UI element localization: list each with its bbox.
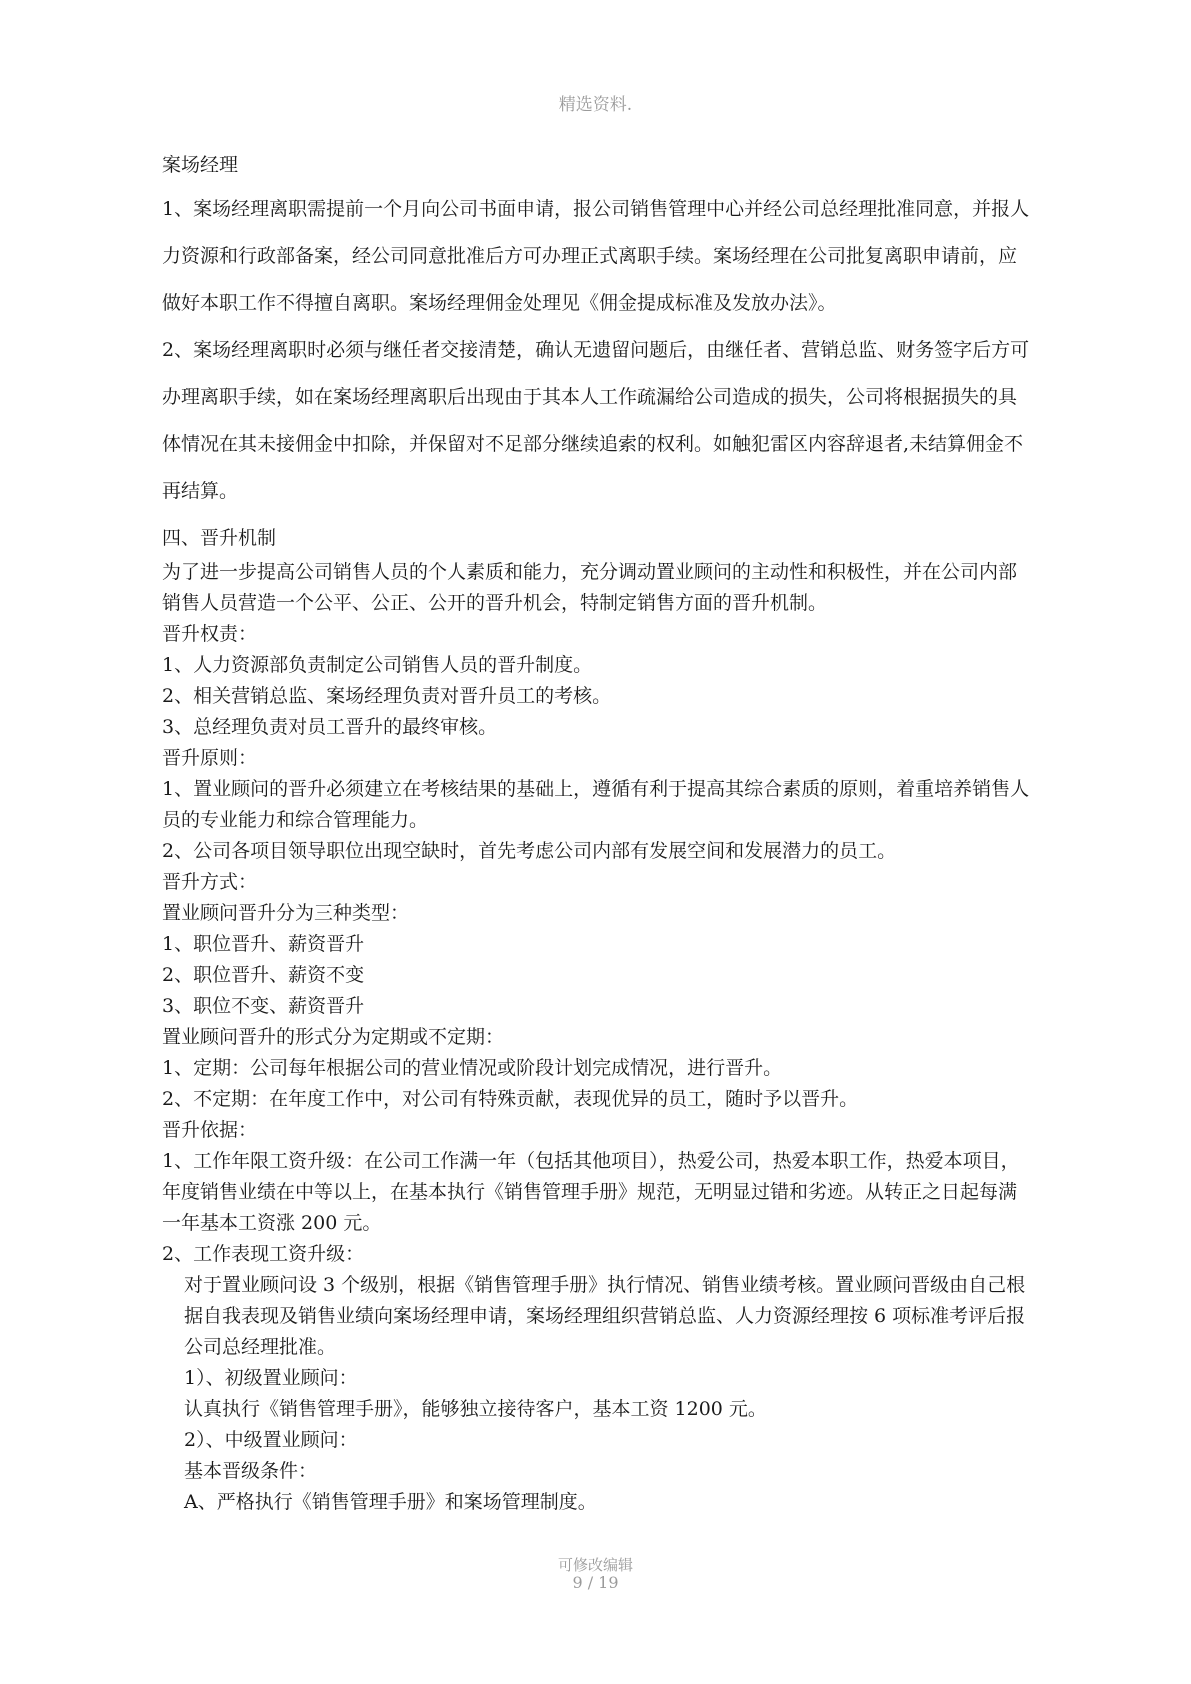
subheading: 1）、初级置业顾问： xyxy=(184,1367,358,1389)
list-item: 1、置业顾问的晋升必须建立在考核结果的基础上，遵循有利于提高其综合素质的原则，着重培养销售人员的专业能力和综合管理能力。 xyxy=(162,778,1030,831)
promotion-body xyxy=(162,557,1034,1518)
page-header: 精选资料. xyxy=(558,95,633,115)
paragraph: 认真执行《销售管理手册》，能够独立接待客户，基本工资 1200 元。 xyxy=(184,1398,767,1420)
subheading: 晋升原则： xyxy=(162,747,258,769)
indented-block xyxy=(162,1270,1034,1518)
paragraph: 1、案场经理离职需提前一个月向公司书面申请，报公司销售管理中心并经公司总经理批准同意，并报人力资源和行政部备案，经公司同意批准后方可办理正式离职手续。案场经理在公司批复离职申请前，应做好本职工作不得擅自离职。案场经理佣金处理见《佣金提成标准及发放办法》。 xyxy=(162,198,1030,314)
list-item: 2、不定期：在年度工作中，对公司有特殊贡献，表现优异的员工，随时予以晋升。 xyxy=(162,1088,859,1110)
list-item: 1、人力资源部负责制定公司销售人员的晋升制度。 xyxy=(162,654,593,676)
list-item: 1、定期：公司每年根据公司的营业情况或阶段计划完成情况，进行晋升。 xyxy=(162,1057,783,1079)
subheading: 晋升方式： xyxy=(162,871,258,893)
list-item: 3、职位不变、薪资晋升 xyxy=(162,995,365,1017)
paragraph: 置业顾问晋升的形式分为定期或不定期： xyxy=(162,1026,505,1048)
list-item: 3、总经理负责对员工晋升的最终审核。 xyxy=(162,716,498,738)
list-item: 2、公司各项目领导职位出现空缺时，首先考虑公司内部有发展空间和发展潜力的员工。 xyxy=(162,840,897,862)
paragraph: 对于置业顾问设 3 个级别，根据《销售管理手册》执行情况、销售业绩考核。置业顾问晋级由自己根据自我表现及销售业绩向案场经理申请，案场经理组织营销总监、人力资源经理按 6 项标准考评后报公司总经理批准。 xyxy=(184,1274,1026,1358)
paragraph: 置业顾问晋升分为三种类型： xyxy=(162,902,410,924)
document-body xyxy=(162,150,1034,1518)
subheading: 基本晋级条件： xyxy=(184,1460,318,1482)
manager-paragraphs xyxy=(162,186,1034,515)
page-number: 9 / 19 xyxy=(572,1573,619,1592)
subheading: 2）、中级置业顾问： xyxy=(184,1429,358,1451)
list-item: 2、职位晋升、薪资不变 xyxy=(162,964,365,986)
list-item: 1、职位晋升、薪资晋升 xyxy=(162,933,365,955)
section-title-manager: 案场经理 xyxy=(162,154,239,176)
section-title-promotion: 四、晋升机制 xyxy=(162,527,277,549)
subheading: 晋升依据： xyxy=(162,1119,258,1141)
list-item: A、严格执行《销售管理手册》和案场管理制度。 xyxy=(184,1491,597,1513)
list-item: 2、工作表现工资升级： xyxy=(162,1243,365,1265)
paragraph: 为了进一步提高公司销售人员的个人素质和能力，充分调动置业顾问的主动性和积极性，并在公司内部销售人员营造一个公平、公正、公开的晋升机会，特制定销售方面的晋升机制。 xyxy=(162,561,1018,614)
subheading: 晋升权责： xyxy=(162,623,258,645)
list-item: 2、相关营销总监、案场经理负责对晋升员工的考核。 xyxy=(162,685,612,707)
paragraph: 2、案场经理离职时必须与继任者交接清楚，确认无遗留问题后，由继任者、营销总监、财务签字后方可办理离职手续，如在案场经理离职后出现由于其本人工作疏漏给公司造成的损失，公司将根据损失的具体情况在其未接佣金中扣除，并保留对不足部分继续追索的权利。如触犯雷区内容辞退者,未结算佣金不再结算。 xyxy=(162,339,1030,502)
list-item: 1、工作年限工资升级：在公司工作满一年（包括其他项目），热爱公司，热爱本职工作，热爱本项目，年度销售业绩在中等以上，在基本执行《销售管理手册》规范，无明显过错和劣迹。从转正之日起每满一年基本工资涨 200 元。 xyxy=(162,1150,1020,1234)
footer-edit-note: 可修改编辑 xyxy=(557,1556,633,1574)
